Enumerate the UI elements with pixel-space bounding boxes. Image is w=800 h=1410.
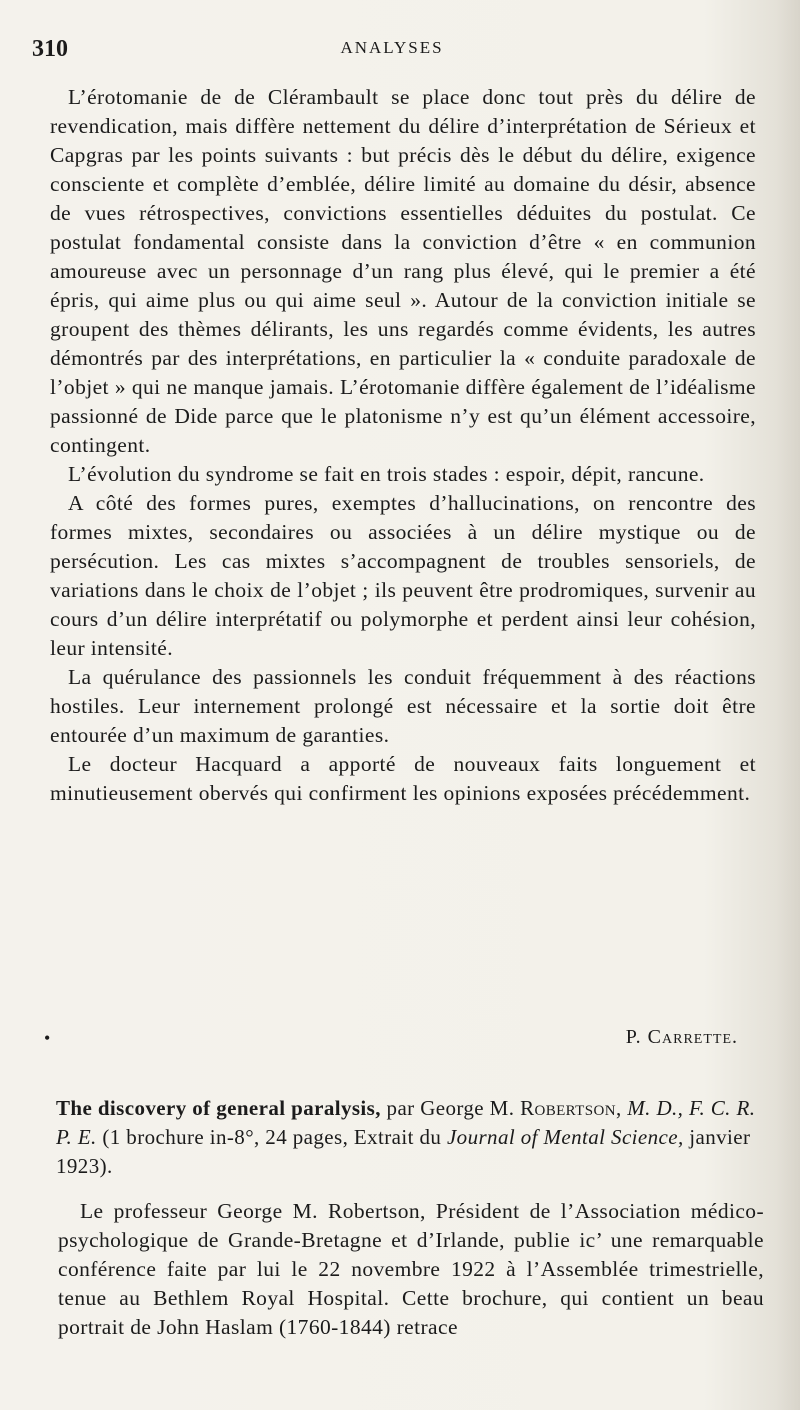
review-title: The discovery of general paralysis, [56,1096,381,1120]
review-date: janvier 1923). [56,1125,751,1178]
paragraph: Le docteur Hacquard a apporté de nouveaux faits longuement et minutieusement obervés qui confirment les opinions exposées précédemment. [50,752,756,805]
review-body [58,1197,764,1342]
signature-name: Carrette. [647,1026,738,1048]
running-head: ANALYSES [340,38,444,57]
review-credentials: M. D., F. C. R. P. E. [56,1096,756,1149]
review-journal: Journal of Mental Science, [446,1125,684,1149]
review-pamphlet: (1 brochure in-8°, 24 pages, [102,1125,349,1149]
article-body [50,83,756,808]
review-author: Robertson, [520,1096,622,1120]
paragraph: La quérulance des passionnels les conduit fréquemment à des réactions hostiles. Leur internement prolongé est nécessaire et la sortie doit être entourée d’un maximum de garanties. [50,665,756,747]
paragraph: L’érotomanie de de Clérambault se place donc tout près du délire de revendication, mais diffère nettement du délire d’interprétation de Sérieux et Capgras par les points suivants : but précis dès le début du délire, exigence consciente et complète d’emblée, délire limité au domaine du désir, absence de vues rétrospectives, convictions essentielles déduites du postulat. Ce postulat fondamental consiste dans la conviction d’être « en communion amoureuse avec un personnage d’un rang plus élevé, qui le premier a été épris, qui aime plus ou qui aime seul ». Autour de la conviction initiale se groupent des thèmes délirants, les uns regardés comme évidents, les autres démontrés par des interprétations, en particulier la « conduite paradoxale de l’objet » qui ne manque jamais. L’érotomanie diffère également de l’idéalisme passionné de Dide parce que le platonisme n’y est qu’un élément accessoire, contingent. [50,85,756,457]
page-header [32,36,752,66]
paragraph: Le professeur George M. Robertson, Président de l’Association médico-psychologique de Grande-Bretagne et d’Irlande, publie ic’ une remarquable conférence faite par lui le 22 novembre 1922 à l’Assemblée trimestrielle, tenue au Bethlem Royal Hospital. Cette brochure, qui contient un beau portrait de John Haslam (1760-1844) retrace [58,1199,764,1339]
page-number: 310 [32,36,68,62]
paragraph: A côté des formes pures, exemptes d’hallucinations, on rencontre des formes mixtes, secondaires ou associées à un délire mystique ou de persécution. Les cas mixtes s’accompagnent de troubles sensoriels, de variations dans le choix de l’objet ; ils peuvent être prodromiques, survenir au cours d’un délire interprétatif ou polymorphe et perdent ainsi leur cohésion, leur intensité. [50,491,756,660]
signature-initial: P. [625,1026,642,1048]
review-extract-prefix: Extrait du [353,1125,442,1149]
paragraph: L’évolution du syndrome se fait en trois stades : espoir, dépit, rancune. [68,462,705,486]
bullet-mark: • [44,1028,51,1048]
author-signature [626,1026,738,1049]
review-heading [56,1094,760,1181]
review-by: par George M. [386,1096,515,1120]
